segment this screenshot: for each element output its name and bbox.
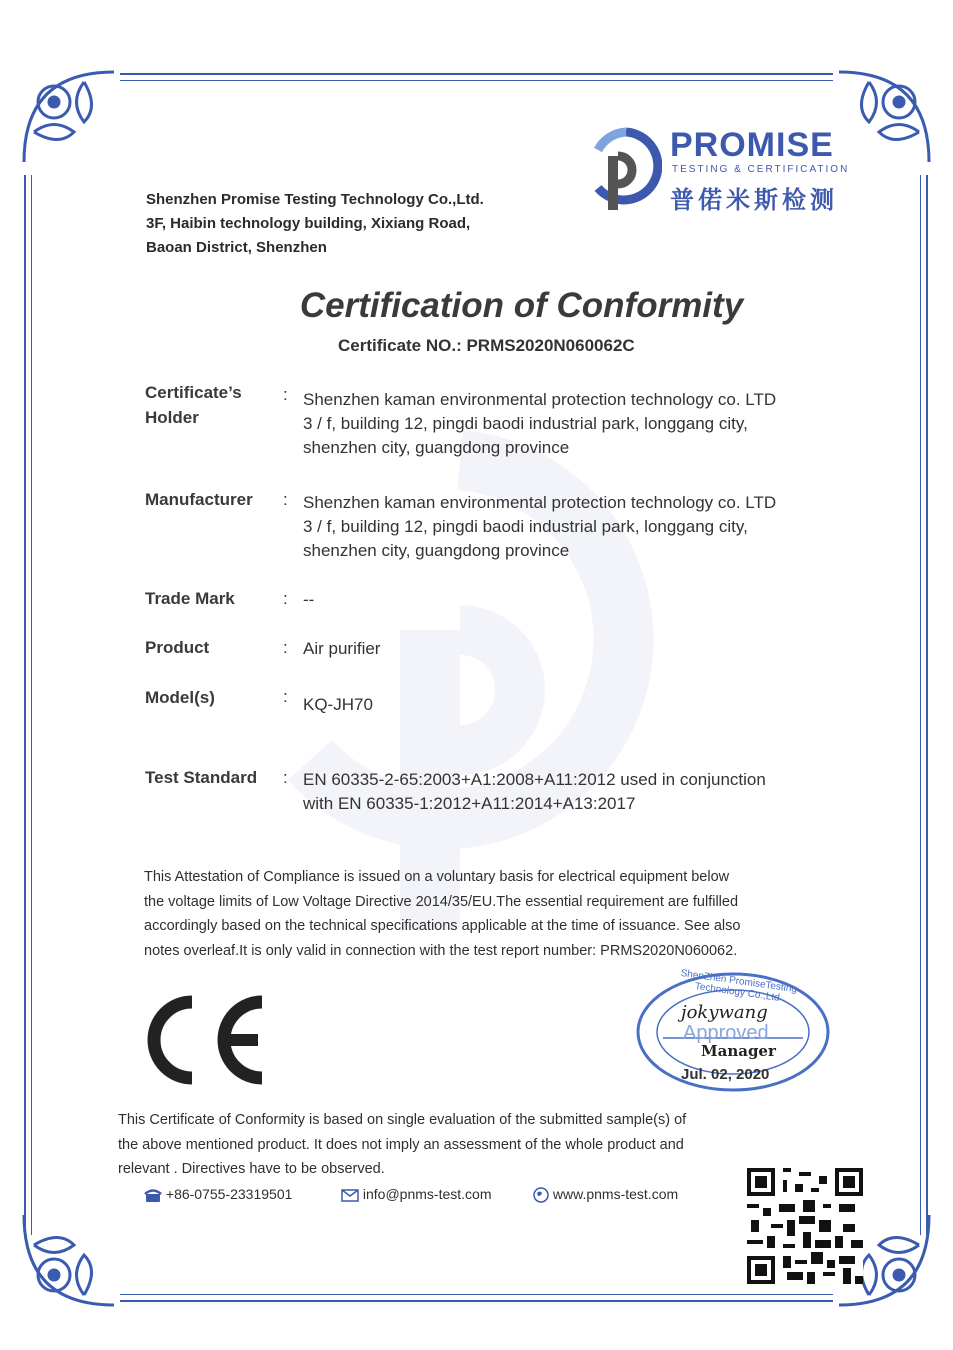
corner-ornament-bottom-left xyxy=(14,1205,124,1315)
website-url: www.pnms-test.com xyxy=(552,1186,679,1202)
holder-line: Shenzhen kaman environmental protection technology co. LTD xyxy=(303,390,777,409)
globe-icon xyxy=(533,1187,549,1203)
corner-ornament-top-left xyxy=(14,62,124,172)
stamp-ring-text: ShenZhen PromiseTesting Technology Co.,Ltd xyxy=(679,967,798,1004)
frame-right-outer xyxy=(926,175,928,1235)
standard-line: with EN 60335-1:2012+A11:2014+A13:2017 xyxy=(303,794,636,813)
colon: : xyxy=(283,385,288,404)
issuer-address xyxy=(146,188,484,260)
phone-number: +86-0755-23319501 xyxy=(165,1186,293,1202)
frame-bottom-inner xyxy=(120,1294,833,1295)
email-address: info@pnms-test.com xyxy=(362,1186,492,1202)
frame-top-inner xyxy=(120,80,833,81)
document-title: Certification of Conformity xyxy=(299,286,744,325)
holder-label xyxy=(145,380,242,430)
footer-line: relevant . Directives have to be observed. xyxy=(118,1161,385,1177)
attestation-line: notes overleaf.It is only valid in connection with the test report number: PRMS2020N060062. xyxy=(144,942,738,959)
standard-label: Test Standard xyxy=(145,768,258,787)
colon: : xyxy=(283,768,288,787)
holder-label-line: Holder xyxy=(145,408,199,427)
certificate-number: Certificate NO.: PRMS2020N060062C xyxy=(338,336,635,355)
standard-line: EN 60335-2-65:2003+A1:2008+A11:2012 used in conjunction xyxy=(303,770,766,789)
manufacturer-line: Shenzhen kaman environmental protection technology co. LTD xyxy=(303,493,777,512)
promise-logo-mark xyxy=(586,126,662,216)
manufacturer-line: shenzhen city, guangdong province xyxy=(303,541,570,560)
manufacturer-line: 3 / f, building 12, pingdi baodi industrial park, longgang city, xyxy=(303,517,748,536)
qr-code xyxy=(747,1168,863,1284)
contact-phone xyxy=(144,1186,292,1202)
frame-right-inner xyxy=(920,175,921,1235)
attestation-line: the voltage limits of Low Voltage Directive 2014/35/EU.The essential requirement are fulfilled xyxy=(144,893,739,910)
ce-mark xyxy=(140,990,272,1090)
colon: : xyxy=(283,589,288,608)
logo-chinese-name: 普偌米斯检测 xyxy=(670,187,838,214)
footer-line: This Certificate of Conformity is based on single evaluation of the submitted sample(s) of xyxy=(118,1112,687,1128)
model-label: Model(s) xyxy=(145,688,215,707)
holder-label-line: Certificate’s xyxy=(145,383,242,402)
holder-line: 3 / f, building 12, pingdi baodi industrial park, longgang city, xyxy=(303,414,748,433)
stamp-role: Manager xyxy=(701,1042,776,1060)
frame-left-inner xyxy=(31,175,32,1235)
logo-name: PROMISE xyxy=(670,126,834,164)
stamp-date: Jul. 02, 2020 xyxy=(681,1066,770,1083)
phone-icon xyxy=(144,1189,162,1202)
stamp-signature: jokywang xyxy=(681,1002,768,1023)
colon: : xyxy=(283,490,288,509)
product-value: Air purifier xyxy=(303,639,381,658)
trademark-value: -- xyxy=(303,590,315,609)
frame-left-outer xyxy=(24,175,26,1235)
frame-top-outer xyxy=(120,73,833,75)
issuer-line: Baoan District, Shenzhen xyxy=(146,239,327,256)
logo-subtitle: TESTING & CERTIFICATION xyxy=(672,164,850,175)
colon: : xyxy=(283,638,288,657)
footer-paragraph xyxy=(118,1108,728,1182)
holder-value xyxy=(303,388,776,460)
contact-website xyxy=(533,1186,678,1203)
promise-logo xyxy=(586,126,856,218)
mail-icon xyxy=(341,1189,359,1202)
contact-email xyxy=(341,1186,491,1202)
stamp-approved: Approved xyxy=(683,1022,769,1044)
holder-line: shenzhen city, guangdong province xyxy=(303,438,570,457)
attestation-paragraph xyxy=(144,865,814,963)
issuer-line: 3F, Haibin technology building, Xixiang Road, xyxy=(146,215,471,232)
colon: : xyxy=(283,687,288,706)
manufacturer-value xyxy=(303,491,776,563)
footer-line: the above mentioned product. It does not imply an assessment of the whole product and xyxy=(118,1136,684,1153)
attestation-line: This Attestation of Compliance is issued on a voluntary basis for electrical equipment below xyxy=(144,869,730,885)
trademark-label: Trade Mark xyxy=(145,589,235,608)
standard-value xyxy=(303,768,766,816)
approval-stamp xyxy=(633,967,833,1095)
frame-bottom-outer xyxy=(120,1300,833,1302)
manufacturer-label: Manufacturer xyxy=(145,490,253,509)
model-value: KQ-JH70 xyxy=(303,695,373,714)
attestation-line: accordingly based on the technical specifications applicable at the time of issuance. See also xyxy=(144,918,741,934)
issuer-line: Shenzhen Promise Testing Technology Co.,Ltd. xyxy=(146,191,484,208)
product-label: Product xyxy=(145,638,210,657)
